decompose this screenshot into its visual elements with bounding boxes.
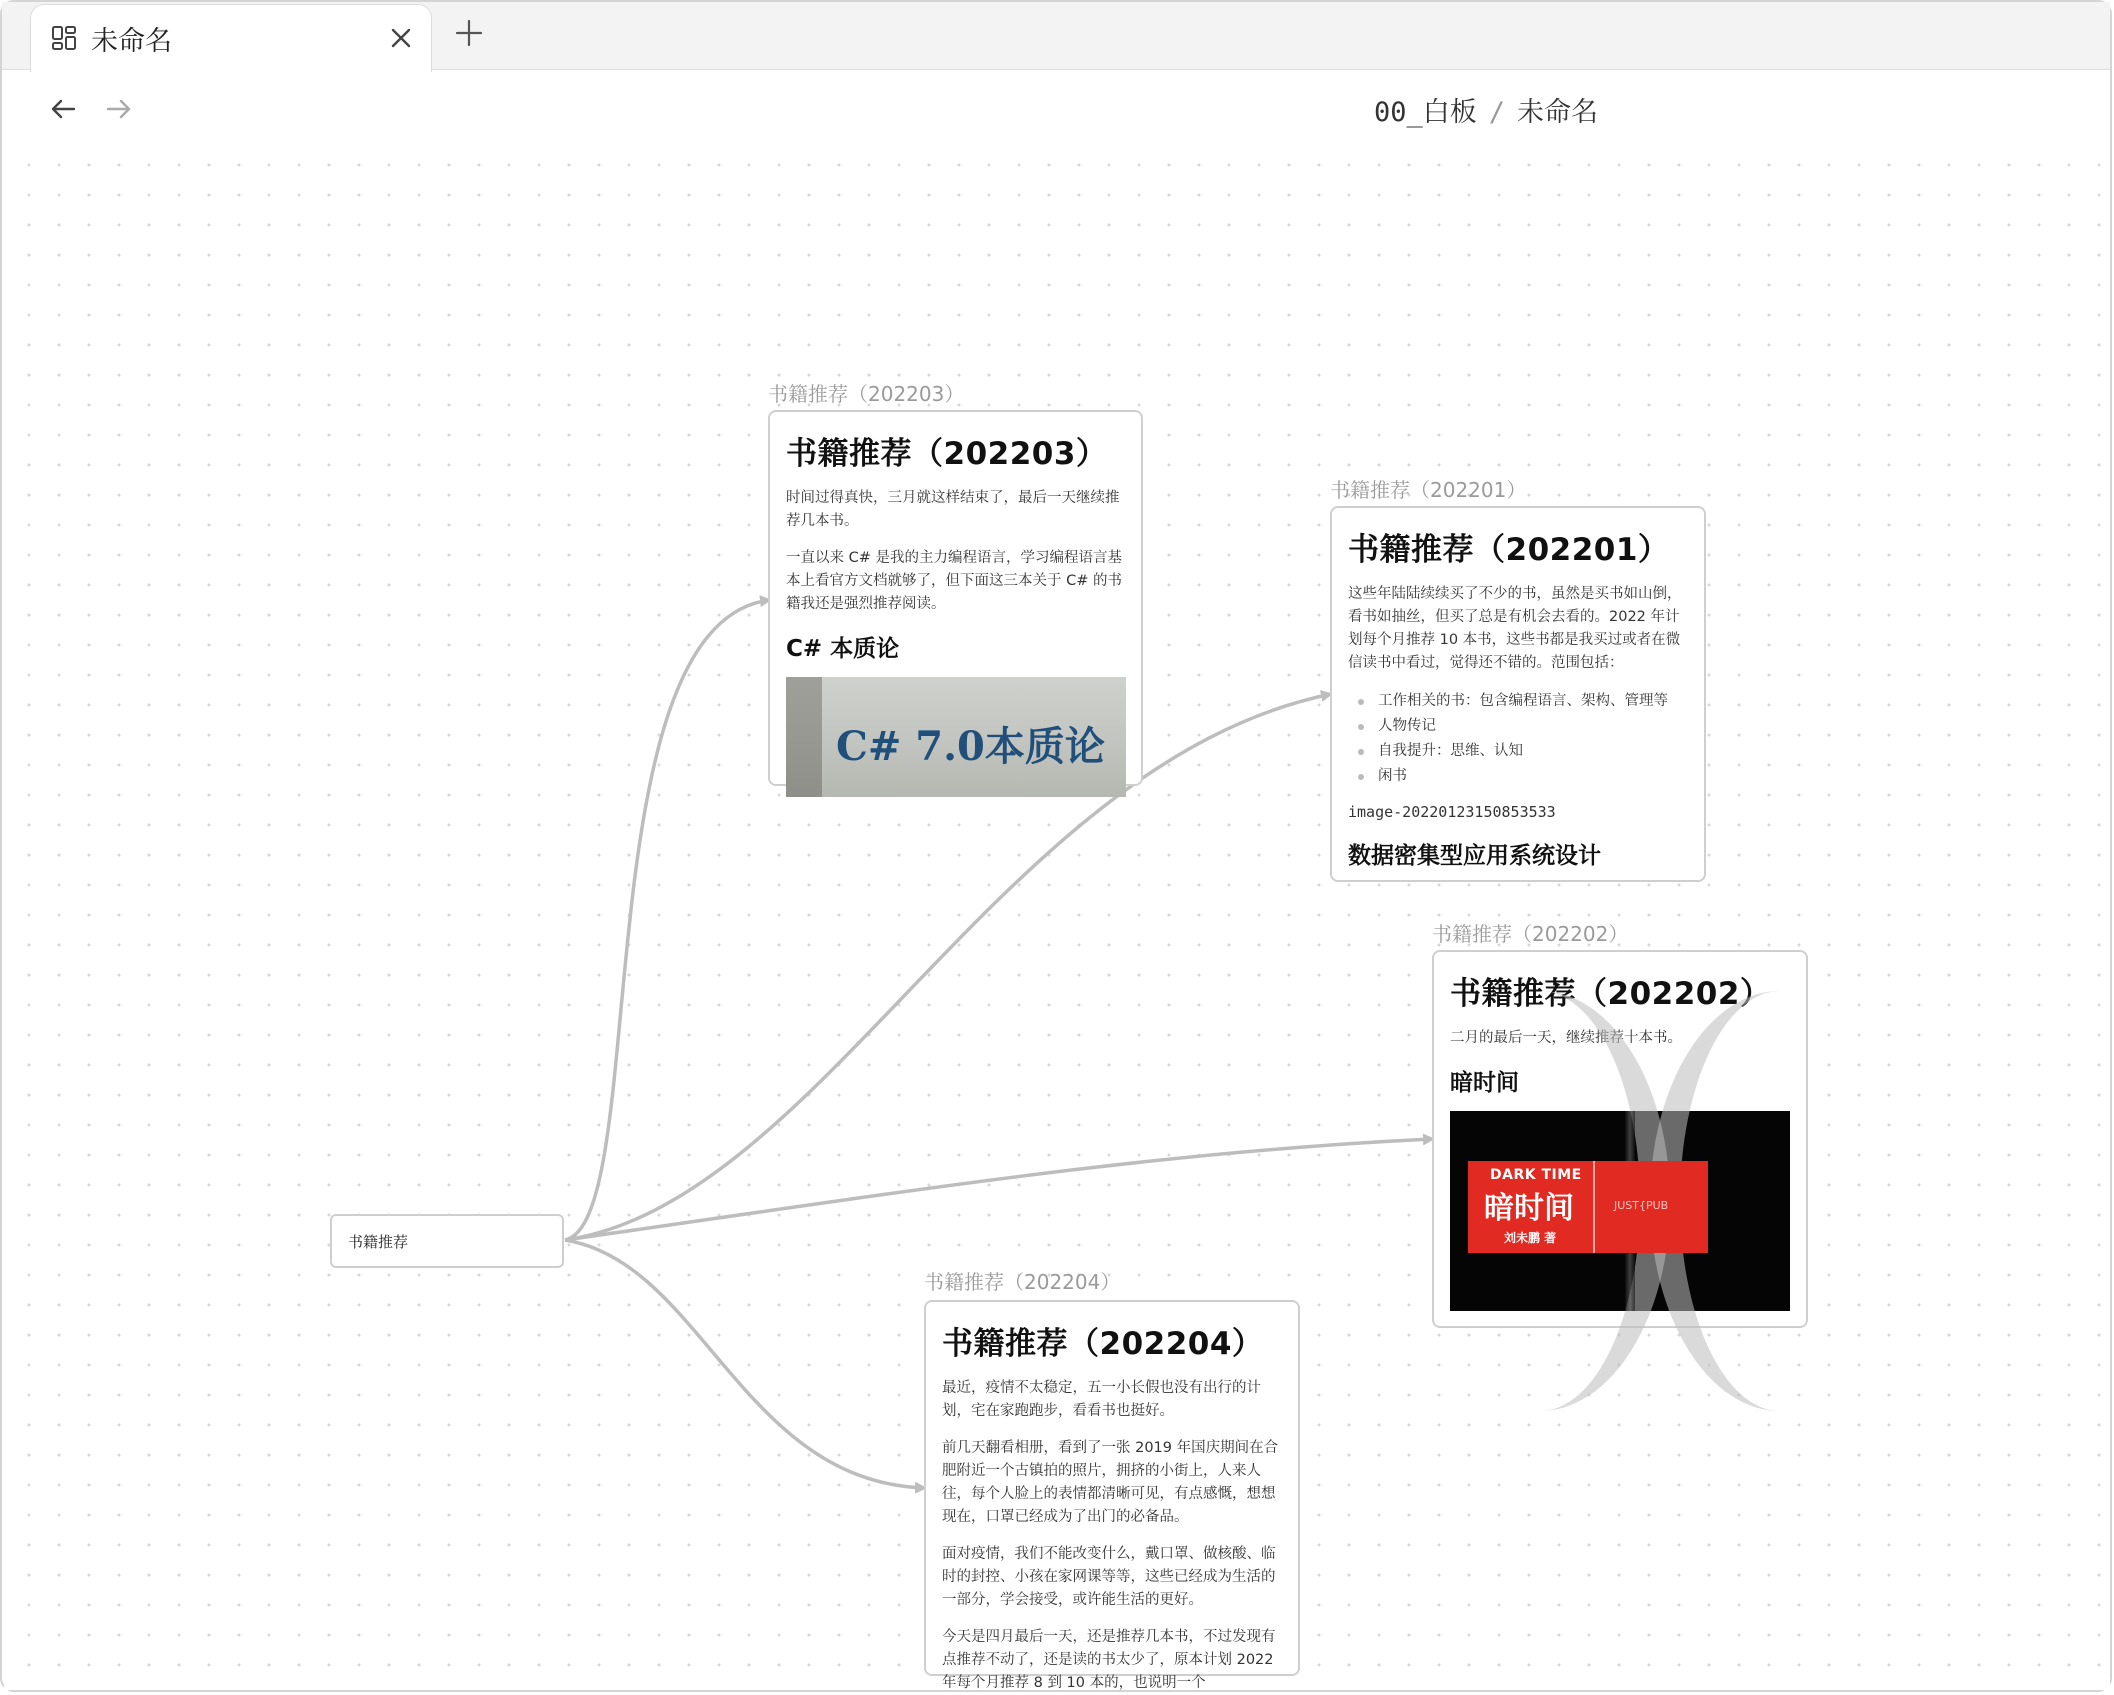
list-item: 自我提升：思维、认知 <box>1356 739 1688 764</box>
arrow-right-icon[interactable] <box>102 92 136 126</box>
card-paragraph: 前几天翻看相册，看到了一张 2019 年国庆期间在合肥附近一个古镇拍的照片，拥挤的小街上，人来人往，每个人脸上的表情都清晰可见，有点感慨，想想现在，口罩已经成为了出门的必备品。 <box>942 1440 1279 1525</box>
breadcrumb-parent[interactable]: 00_白板 <box>1374 97 1477 128</box>
card-heading: 书籍推荐（202204） <box>942 1326 1264 1362</box>
card-label-202201: 书籍推荐（202201） <box>1330 478 1527 502</box>
list-item: 闲书 <box>1356 764 1688 789</box>
card-paragraph: 今天是四月最后一天，还是推荐几本书，不过发现有点推荐不动了，还是读的书太少了，原本计划 2022 年每个月推荐 8 到 10 本的，也说明一个 <box>942 1629 1276 1691</box>
card-paragraph: 二月的最后一天，继续推荐十本书。 <box>1450 1030 1682 1046</box>
plus-icon[interactable] <box>452 16 486 50</box>
book-cover-image <box>1450 1111 1790 1311</box>
card-subheading: 数据密集型应用系统设计 <box>1348 843 1601 869</box>
card-paragraph: 一直以来 C# 是我的主力编程语言，学习编程语言基本上看官方文档就够了，但下面这三本关于 C# 的书籍我还是强烈推荐阅读。 <box>786 550 1122 612</box>
cover-author: 刘未鹏 著 <box>1504 1231 1557 1245</box>
card-202204[interactable] <box>924 1300 1300 1691</box>
list-item: 工作相关的书：包含编程语言、架构、管理等 <box>1356 689 1688 714</box>
tab-bar <box>2 2 2110 70</box>
card-subheading: 暗时间 <box>1450 1070 1519 1096</box>
card-label-202204: 书籍推荐（202204） <box>924 1270 1121 1294</box>
card-paragraph: 这些年陆陆续续买了不少的书，虽然是买书如山倒，看书如抽丝，但买了总是有机会去看的。2022 年计划每个月推荐 10 本书，这些书都是我买过或者在微信读书中看过，觉得还不错的。范围包括： <box>1348 586 1682 671</box>
card-label-202202: 书籍推荐（202202） <box>1432 922 1629 946</box>
card-202203[interactable] <box>768 410 1143 786</box>
book-cover-image <box>786 677 1126 797</box>
card-heading: 书籍推荐（202203） <box>786 436 1108 472</box>
close-icon[interactable] <box>386 23 416 53</box>
breadcrumb <box>1374 90 1598 129</box>
card-202201[interactable] <box>1330 506 1706 882</box>
cover-title: C# 7.0本质论 <box>836 723 1105 770</box>
cover-english-title: DARK TIME <box>1490 1167 1582 1183</box>
breadcrumb-current[interactable]: 未命名 <box>1517 97 1599 128</box>
canvas-icon <box>51 25 77 51</box>
breadcrumb-separator: / <box>1488 97 1506 128</box>
arrow-left-icon[interactable] <box>46 92 80 126</box>
card-subheading: C# 本质论 <box>786 636 900 662</box>
card-list <box>1356 689 1688 789</box>
root-node[interactable]: 书籍推荐 <box>330 1214 564 1268</box>
card-202202[interactable] <box>1432 950 1808 1328</box>
cover-chinese-title: 暗时间 <box>1484 1191 1574 1226</box>
cover-series: JUST{PUB <box>1614 1199 1669 1212</box>
tab-untitled[interactable] <box>30 4 432 72</box>
list-item: 人物传记 <box>1356 714 1688 739</box>
card-heading: 书籍推荐（202202） <box>1450 976 1772 1012</box>
card-paragraph: 面对疫情，我们不能改变什么，戴口罩、做核酸、临时的封控、小孩在家网课等等，这些已经成为生活的一部分，学会接受，或许能生活的更好。 <box>942 1546 1276 1608</box>
card-label-202203: 书籍推荐（202203） <box>768 382 965 406</box>
tab-title: 未命名 <box>91 26 172 57</box>
card-paragraph: 最近，疫情不太稳定，五一小长假也没有出行的计划，宅在家跑跑步，看看书也挺好。 <box>942 1380 1261 1419</box>
broken-image-alt: image-20220123150853533 <box>1348 803 1556 821</box>
card-paragraph: 时间过得真快，三月就这样结束了，最后一天继续推荐几本书。 <box>786 490 1120 529</box>
card-heading: 书籍推荐（202201） <box>1348 532 1670 568</box>
